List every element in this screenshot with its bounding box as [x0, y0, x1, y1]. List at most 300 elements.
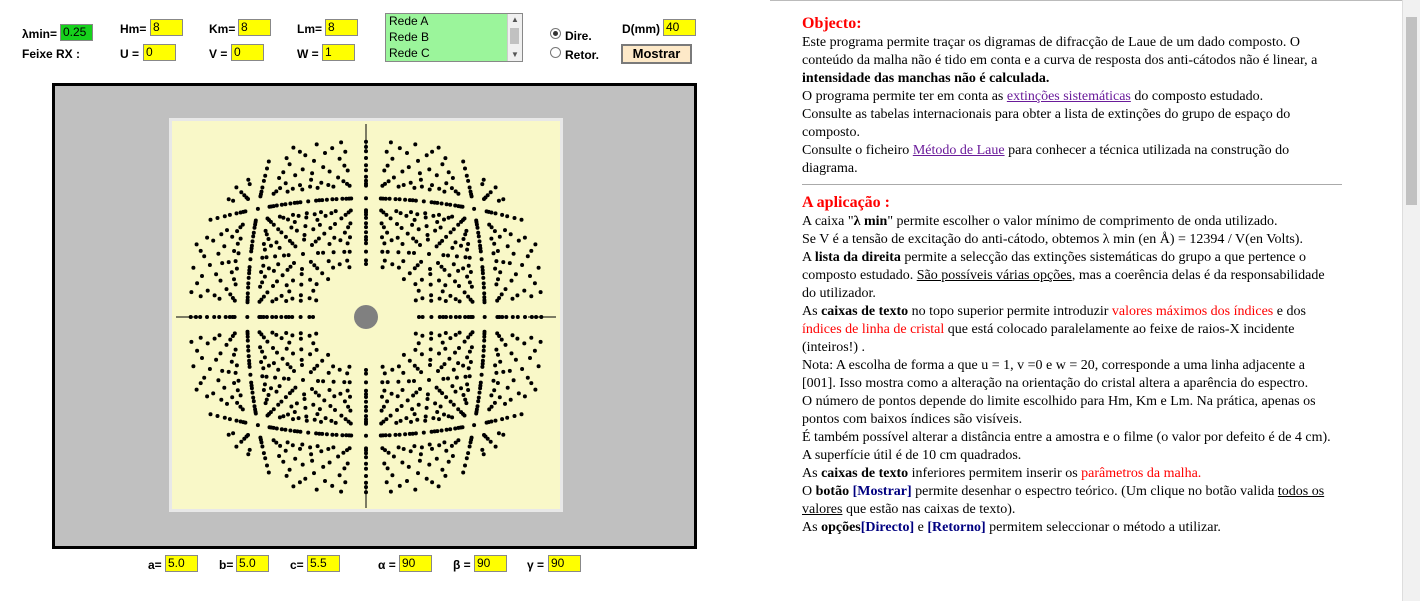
- diffraction-spot: [234, 185, 238, 189]
- diffraction-spot: [278, 186, 282, 190]
- diffraction-spot: [271, 284, 275, 288]
- diffraction-spot: [329, 211, 333, 215]
- diffraction-spot: [233, 299, 237, 303]
- diffraction-spot: [440, 265, 444, 269]
- diffraction-spot: [258, 330, 262, 334]
- diffraction-spot: [302, 238, 306, 242]
- diffraction-spot: [467, 264, 471, 268]
- laue-method-link[interactable]: Método de Laue: [912, 143, 1005, 158]
- diffraction-spot: [515, 337, 519, 341]
- diffraction-spot: [260, 445, 264, 449]
- diffraction-spot: [246, 349, 250, 353]
- diffraction-spot: [504, 343, 508, 347]
- beta-label: β =: [453, 558, 471, 572]
- diffraction-spot: [314, 332, 318, 336]
- diffraction-spot: [463, 217, 467, 221]
- diffraction-spot: [283, 202, 287, 206]
- diffraction-spot: [364, 368, 368, 372]
- diffraction-spot: [232, 381, 236, 385]
- diffraction-spot: [279, 400, 283, 404]
- diffraction-spot: [316, 186, 320, 190]
- diffraction-spot: [206, 341, 210, 345]
- diffraction-spot: [412, 251, 416, 255]
- diffraction-spot: [385, 231, 389, 235]
- diffraction-spot: [448, 203, 452, 207]
- diffraction-spot: [364, 250, 368, 254]
- diffraction-spot: [440, 468, 444, 472]
- diffraction-spot: [303, 233, 307, 237]
- diffraction-spot: [463, 232, 467, 236]
- diffraction-spot: [470, 436, 474, 440]
- diffraction-spot: [413, 218, 417, 222]
- diffraction-spot: [287, 253, 291, 257]
- diffraction-spot: [225, 228, 229, 232]
- diffraction-spot: [523, 315, 527, 319]
- extinctions-link[interactable]: extinções sistemáticas: [1006, 89, 1131, 104]
- diffraction-spot: [479, 249, 483, 253]
- diffraction-spot: [482, 433, 486, 437]
- diffraction-spot: [422, 199, 426, 203]
- scroll-down-icon[interactable]: ▼: [511, 50, 519, 59]
- diffraction-spot: [476, 231, 480, 235]
- distance-input[interactable]: 40: [663, 19, 696, 36]
- diffraction-spot: [446, 254, 450, 258]
- beta-input[interactable]: 90: [474, 555, 507, 572]
- diffraction-spot: [466, 451, 470, 455]
- diffraction-spot: [511, 297, 515, 301]
- lambda-min-input[interactable]: 0.25: [60, 24, 93, 41]
- diffraction-spot: [311, 403, 315, 407]
- diffraction-spot: [278, 246, 282, 250]
- diffraction-spot: [451, 176, 455, 180]
- diffraction-spot: [454, 390, 458, 394]
- diffraction-spot: [274, 297, 278, 301]
- diffraction-spot: [243, 421, 247, 425]
- diffraction-spot: [514, 272, 518, 276]
- diffraction-spot: [299, 331, 303, 335]
- diffraction-spot: [342, 250, 346, 254]
- diffraction-spot: [520, 412, 524, 416]
- diffraction-spot: [287, 341, 291, 345]
- lm-input[interactable]: 8: [325, 19, 358, 36]
- diffraction-spot: [248, 182, 252, 186]
- diffraction-spot: [411, 237, 415, 241]
- diffraction-spot: [435, 220, 439, 224]
- c-input[interactable]: 5.5: [307, 555, 340, 572]
- diffraction-spot: [345, 371, 349, 375]
- alpha-input[interactable]: 90: [399, 555, 432, 572]
- diffraction-spot: [449, 315, 453, 319]
- diffraction-spot: [330, 484, 334, 488]
- diffraction-spot: [466, 242, 470, 246]
- list-option[interactable]: Rede C: [389, 46, 430, 60]
- km-input[interactable]: 8: [238, 19, 271, 36]
- diffraction-spot: [228, 417, 232, 421]
- diffraction-spot: [480, 373, 484, 377]
- diffraction-spot: [435, 244, 439, 248]
- diffraction-spot: [331, 364, 335, 368]
- diffraction-spot: [286, 190, 290, 194]
- diffraction-spot: [286, 362, 290, 366]
- diffraction-spot: [297, 416, 301, 420]
- diffraction-spot: [383, 259, 387, 263]
- diffraction-spot: [280, 294, 284, 298]
- diffraction-spot: [271, 346, 275, 350]
- diffraction-spot: [293, 201, 297, 205]
- diffraction-spot: [279, 230, 283, 234]
- diffraction-spot: [250, 386, 254, 390]
- diffraction-spot: [328, 170, 332, 174]
- diffraction-spot: [435, 457, 439, 461]
- diffraction-spot: [517, 239, 521, 243]
- diffraction-spot: [248, 257, 252, 261]
- app-paragraph: A lista da direita permite a selecção das extinções sistemáticas do grupo a que pertence o composto estudado. São possíveis várias opções, mas a coerência delas é da responsabilidade do utilizador.: [802, 250, 1325, 301]
- scroll-up-icon[interactable]: ▲: [511, 15, 519, 24]
- section-divider: [802, 184, 1342, 185]
- diffraction-spot: [435, 386, 439, 390]
- diffraction-spot: [468, 374, 472, 378]
- lm-label: Lm=: [297, 22, 323, 36]
- b-input[interactable]: 5.0: [236, 555, 269, 572]
- diffraction-spot: [269, 386, 273, 390]
- diffraction-spot: [223, 416, 227, 420]
- diffraction-spot: [232, 249, 236, 253]
- diffraction-spot: [435, 173, 439, 177]
- u-label: U =: [120, 47, 140, 61]
- diffraction-spot: [328, 388, 332, 392]
- diffraction-spot: [283, 428, 287, 432]
- diffraction-spot: [516, 315, 520, 319]
- diffraction-spot: [216, 252, 220, 256]
- diffraction-spot: [418, 387, 422, 391]
- u-input[interactable]: 0: [143, 44, 176, 61]
- diffraction-spot: [429, 293, 433, 297]
- diffraction-spot: [504, 315, 508, 319]
- diffraction-spot: [222, 386, 226, 390]
- diffraction-spot: [395, 222, 399, 226]
- diffraction-spot: [270, 315, 274, 319]
- diffraction-spot: [464, 255, 468, 259]
- diffraction-spot: [288, 429, 292, 433]
- diffraction-spot: [508, 369, 512, 373]
- diffraction-spot: [314, 240, 318, 244]
- diffraction-spot: [425, 153, 429, 157]
- diffraction-spot: [300, 443, 304, 447]
- diffraction-spot: [276, 262, 280, 266]
- diffraction-spot: [417, 403, 421, 407]
- diffraction-spot: [468, 186, 472, 190]
- diffraction-spot: [208, 263, 212, 267]
- diffraction-spot: [286, 440, 290, 444]
- diffraction-spot: [407, 251, 411, 255]
- diffraction-spot: [261, 366, 265, 370]
- diffraction-spot: [402, 447, 406, 451]
- gamma-input[interactable]: 90: [548, 555, 581, 572]
- diffraction-spot: [267, 393, 271, 397]
- diffraction-spot: [444, 299, 448, 303]
- diffraction-spot: [390, 368, 394, 372]
- diffraction-spot: [286, 218, 290, 222]
- diffraction-spot: [408, 359, 412, 363]
- diffraction-spot: [533, 281, 537, 285]
- diffraction-spot: [324, 214, 328, 218]
- diffraction-spot: [414, 199, 418, 203]
- diffraction-spot: [288, 162, 292, 166]
- page-scrollbar[interactable]: [1402, 0, 1420, 601]
- diffraction-spot: [293, 244, 297, 248]
- hm-input[interactable]: 8: [150, 19, 183, 36]
- diffraction-spot: [401, 259, 405, 263]
- diffraction-spot: [454, 297, 458, 301]
- diffraction-spot: [437, 352, 441, 356]
- diffraction-spot: [212, 315, 216, 319]
- w-input[interactable]: 1: [322, 44, 355, 61]
- diffraction-spot: [415, 212, 419, 216]
- diffraction-spot: [520, 367, 524, 371]
- diffraction-spot: [308, 334, 312, 338]
- diffraction-spot: [303, 477, 307, 481]
- diffraction-spot: [478, 239, 482, 243]
- diffraction-spot: [400, 226, 404, 230]
- diffraction-spot: [448, 427, 452, 431]
- diffraction-spot: [327, 371, 331, 375]
- diffraction-spot: [447, 357, 451, 361]
- diffraction-spot: [409, 449, 413, 453]
- diffraction-spot: [312, 263, 316, 267]
- diffraction-spot: [249, 249, 253, 253]
- diffraction-spot: [281, 216, 285, 220]
- diffraction-spot: [298, 183, 302, 187]
- diffraction-spot: [505, 416, 509, 420]
- app-paragraph: Se V é a tensão de excitação do anti-cátodo, obtemos λ min (en Å) = 12394 / V(en Volts).: [802, 232, 1303, 247]
- diffraction-spot: [321, 379, 325, 383]
- diffraction-spot: [321, 465, 325, 469]
- diffraction-spot: [258, 300, 262, 304]
- diffraction-spot: [364, 422, 368, 426]
- diffraction-spot: [409, 210, 413, 214]
- diffraction-spot: [281, 273, 285, 277]
- diffraction-spot: [347, 365, 351, 369]
- diffraction-spot: [419, 452, 423, 456]
- diffraction-spot: [481, 354, 485, 358]
- diffraction-spot: [347, 265, 351, 269]
- diffraction-spot: [189, 315, 193, 319]
- diffraction-spot: [382, 241, 386, 245]
- diffraction-spot: [392, 176, 396, 180]
- diffraction-spot: [265, 167, 269, 171]
- diffraction-spot: [494, 445, 498, 449]
- diffraction-spot: [349, 434, 353, 438]
- diffraction-spot: [420, 278, 424, 282]
- diffraction-spot: [293, 429, 297, 433]
- diffraction-spot: [465, 382, 469, 386]
- diffraction-spot: [298, 480, 302, 484]
- diffraction-spot: [248, 365, 252, 369]
- list-option[interactable]: Rede B: [389, 30, 430, 44]
- diffraction-spot: [498, 270, 502, 274]
- diffraction-spot: [489, 237, 493, 241]
- diffraction-spot: [260, 350, 264, 354]
- diffraction-spot: [268, 425, 272, 429]
- app-paragraph: As caixas de texto inferiores permitem inserir os parâmetros da malha.: [802, 466, 1202, 481]
- diffraction-spot: [452, 403, 456, 407]
- a-input[interactable]: 5.0: [165, 555, 198, 572]
- diffraction-spot: [364, 405, 368, 409]
- diffraction-spot: [481, 359, 485, 363]
- diffraction-spot: [292, 261, 296, 265]
- diffraction-spot: [251, 234, 255, 238]
- diffraction-spot: [236, 242, 240, 246]
- diffraction-spot: [481, 271, 485, 275]
- diffraction-spot: [364, 455, 368, 459]
- diffraction-spot: [448, 294, 452, 298]
- diffraction-spot: [364, 149, 368, 153]
- diffraction-spot: [272, 269, 276, 273]
- diffraction-spot: [442, 218, 446, 222]
- diffraction-spot: [278, 415, 282, 419]
- diffraction-spot: [288, 239, 292, 243]
- diffraction-spot: [463, 464, 467, 468]
- diffraction-spot: [398, 197, 402, 201]
- diffraction-spot: [379, 197, 383, 201]
- diffraction-spot: [305, 419, 309, 423]
- diffraction-spot: [260, 186, 264, 190]
- diffraction-spot: [246, 433, 250, 437]
- v-input[interactable]: 0: [231, 44, 264, 61]
- diffraction-spot: [437, 187, 441, 191]
- diffraction-spot: [415, 418, 419, 422]
- diffraction-spot: [404, 416, 408, 420]
- diffraction-spot: [334, 209, 338, 213]
- diffraction-spot: [293, 410, 297, 414]
- diffraction-spot: [230, 360, 234, 364]
- list-option[interactable]: Rede A: [389, 14, 429, 28]
- diffraction-spot: [257, 315, 261, 319]
- diffraction-spot: [382, 225, 386, 229]
- diffraction-spot: [251, 239, 255, 243]
- diffraction-spot: [482, 339, 486, 343]
- diffraction-spot: [279, 315, 283, 319]
- diffraction-spot: [451, 454, 455, 458]
- diffraction-spot: [452, 262, 456, 266]
- diffraction-spot: [444, 331, 448, 335]
- show-button[interactable]: Mostrar: [621, 44, 692, 64]
- diffraction-spot: [533, 349, 537, 353]
- diffraction-spot: [495, 315, 499, 319]
- diffraction-spot: [247, 276, 251, 280]
- diffraction-spot: [364, 481, 368, 485]
- diffraction-spot: [306, 199, 310, 203]
- diffraction-spot: [298, 200, 302, 204]
- diffraction-spot: [485, 421, 489, 425]
- diffraction-spot: [426, 238, 430, 242]
- diffraction-spot: [273, 254, 277, 258]
- diffraction-spot: [313, 212, 317, 216]
- hm-label: Hm=: [120, 22, 147, 36]
- diffraction-spot: [285, 347, 289, 351]
- diffraction-spot: [428, 188, 432, 192]
- diffraction-spot: [482, 286, 486, 290]
- diffraction-spot: [234, 259, 238, 263]
- diffraction-spot: [206, 289, 210, 293]
- diffraction-spot: [272, 407, 276, 411]
- diffraction-spot: [261, 264, 265, 268]
- diffraction-spot: [308, 296, 312, 300]
- diffraction-spot: [478, 244, 482, 248]
- diffraction-spot: [472, 207, 476, 211]
- diffraction-spot: [438, 333, 442, 337]
- diffraction-spot: [418, 243, 422, 247]
- diffraction-spot: [254, 219, 258, 223]
- diffraction-spot: [338, 157, 342, 161]
- diffraction-spot: [265, 255, 269, 259]
- diffraction-spot: [320, 198, 324, 202]
- diffraction-spot: [480, 182, 484, 186]
- diffraction-spot: [465, 355, 469, 359]
- diffraction-spot: [396, 250, 400, 254]
- diffraction-spot: [245, 315, 249, 319]
- diffraction-spot: [263, 382, 267, 386]
- page-scroll-thumb[interactable]: [1406, 17, 1417, 205]
- diffraction-spot: [235, 229, 239, 233]
- diffraction-spot: [447, 414, 451, 418]
- diffraction-spot: [260, 280, 264, 284]
- diffraction-spot: [482, 197, 486, 201]
- diffraction-spot: [241, 407, 245, 411]
- diffraction-spot: [428, 272, 432, 276]
- diffraction-spot: [382, 389, 386, 393]
- diffraction-spot: [227, 260, 231, 264]
- diffraction-spot: [340, 433, 344, 437]
- diffraction-spot: [280, 336, 284, 340]
- diffraction-spot: [469, 360, 473, 364]
- diffraction-spot: [230, 270, 234, 274]
- diffraction-spot: [496, 353, 500, 357]
- diffraction-spot: [397, 266, 401, 270]
- diffraction-spot: [503, 228, 507, 232]
- diffraction-spot: [515, 293, 519, 297]
- diffraction-spot: [289, 365, 293, 369]
- diffraction-spot: [205, 315, 209, 319]
- diffraction-spot: [429, 331, 433, 335]
- diffraction-spot: [282, 377, 286, 381]
- diffraction-spot: [512, 252, 516, 256]
- diffraction-spot: [385, 150, 389, 154]
- diffraction-spot: [319, 449, 323, 453]
- diffraction-spot: [403, 432, 407, 436]
- diffraction-spot: [420, 334, 424, 338]
- diffraction-spot: [489, 440, 493, 444]
- diffraction-spot: [401, 242, 405, 246]
- diffraction-spot: [332, 380, 336, 384]
- diffraction-spot: [211, 391, 215, 395]
- diffraction-spot: [209, 412, 213, 416]
- diffraction-spot: [482, 281, 486, 285]
- diffraction-spot: [272, 438, 276, 442]
- diffraction-spot: [317, 394, 321, 398]
- diffraction-spot: [325, 198, 329, 202]
- diffraction-spot: [302, 392, 306, 396]
- diffraction-spot: [430, 200, 434, 204]
- diffraction-spot: [510, 279, 514, 283]
- diffraction-spot: [390, 157, 394, 161]
- diffraction-spot: [413, 364, 417, 368]
- diffraction-spot: [200, 356, 204, 360]
- diffraction-spot: [439, 226, 443, 230]
- laue-diagram: [0, 0, 760, 560]
- diffraction-spot: [301, 252, 305, 256]
- diffraction-spot: [471, 300, 475, 304]
